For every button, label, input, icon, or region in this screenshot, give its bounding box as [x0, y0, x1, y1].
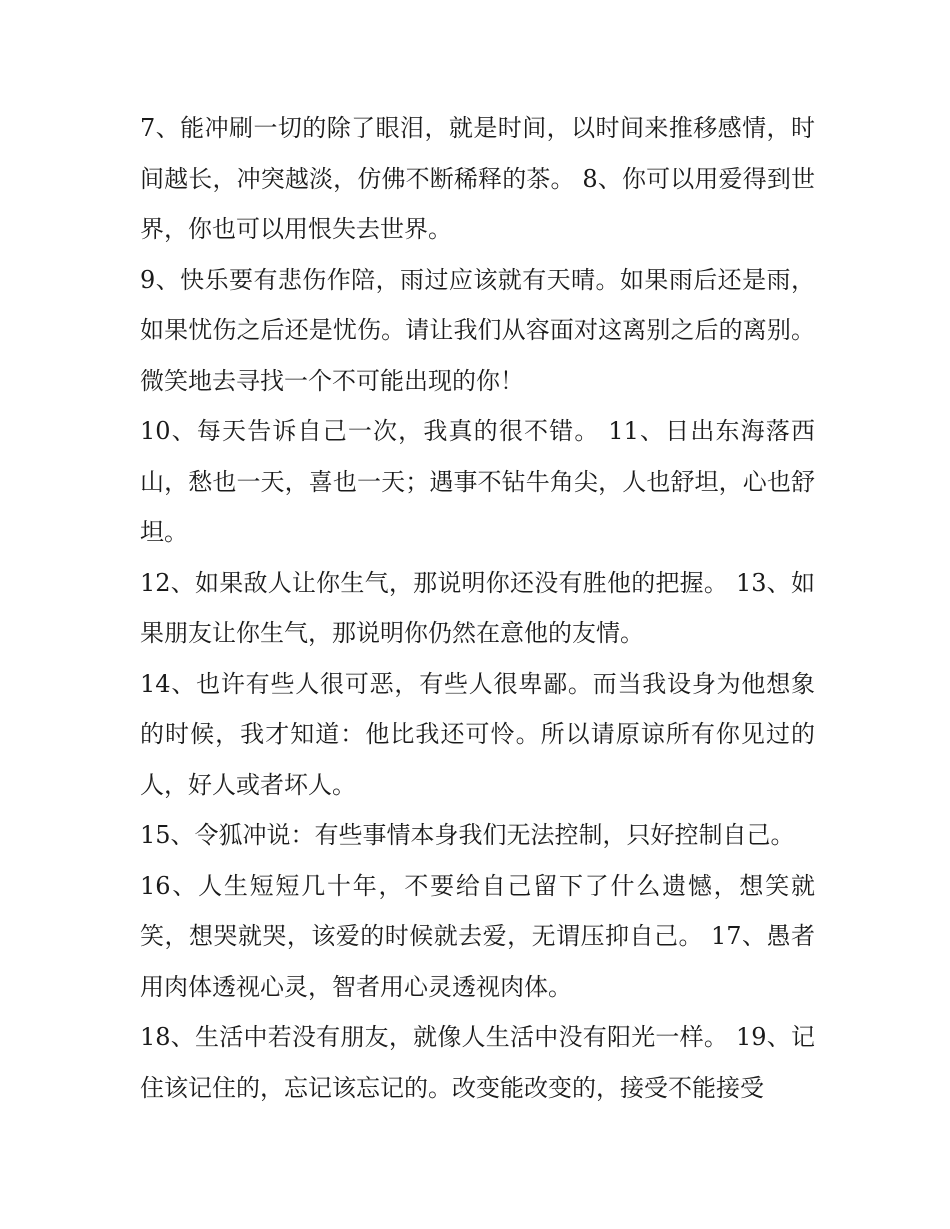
- paragraph-quote-12-13: 12、如果敌人让你生气，那说明你还没有胜他的把握。 13、如果朋友让你生气，那说明你仍然在意他的友情。: [140, 568, 815, 647]
- paragraph-quote-9: 9、快乐要有悲伤作陪，雨过应该就有天晴。如果雨后还是雨，如果忧伤之后还是忧伤。请让我们从容面对这离别之后的离别。微笑地去寻找一个不可能出现的你！: [140, 265, 815, 395]
- paragraph-quote-10-11: 10、每天告诉自己一次，我真的很不错。 11、日出东海落西山，愁也一天，喜也一天；遇事不钻牛角尖，人也舒坦，心也舒坦。: [140, 417, 815, 546]
- paragraph-quote-7-8: 7、能冲刷一切的除了眼泪，就是时间，以时间来推移感情，时间越长，冲突越淡，仿佛不断稀释的茶。 8、你可以用爱得到世界，你也可以用恨失去世界。: [140, 114, 815, 243]
- paragraph-quote-16-17: 16、人生短短几十年，不要给自己留下了什么遗憾，想笑就笑，想哭就哭，该爱的时候就去爱，无谓压抑自己。 17、愚者用肉体透视心灵，智者用心灵透视肉体。: [140, 871, 815, 1001]
- paragraph-quote-18-19: 18、生活中若没有朋友，就像人生活中没有阳光一样。 19、记住该记住的，忘记该忘记的。改变能改变的，接受不能接受: [140, 1023, 815, 1102]
- document-page: [140, 103, 815, 1113]
- paragraph-quote-14: 14、也许有些人很可恶，有些人很卑鄙。而当我设身为他想象的时候，我才知道：他比我还可怜。所以请原谅所有你见过的人，好人或者坏人。: [140, 669, 815, 799]
- paragraph-quote-15: 15、令狐冲说：有些事情本身我们无法控制，只好控制自己。: [140, 821, 795, 849]
